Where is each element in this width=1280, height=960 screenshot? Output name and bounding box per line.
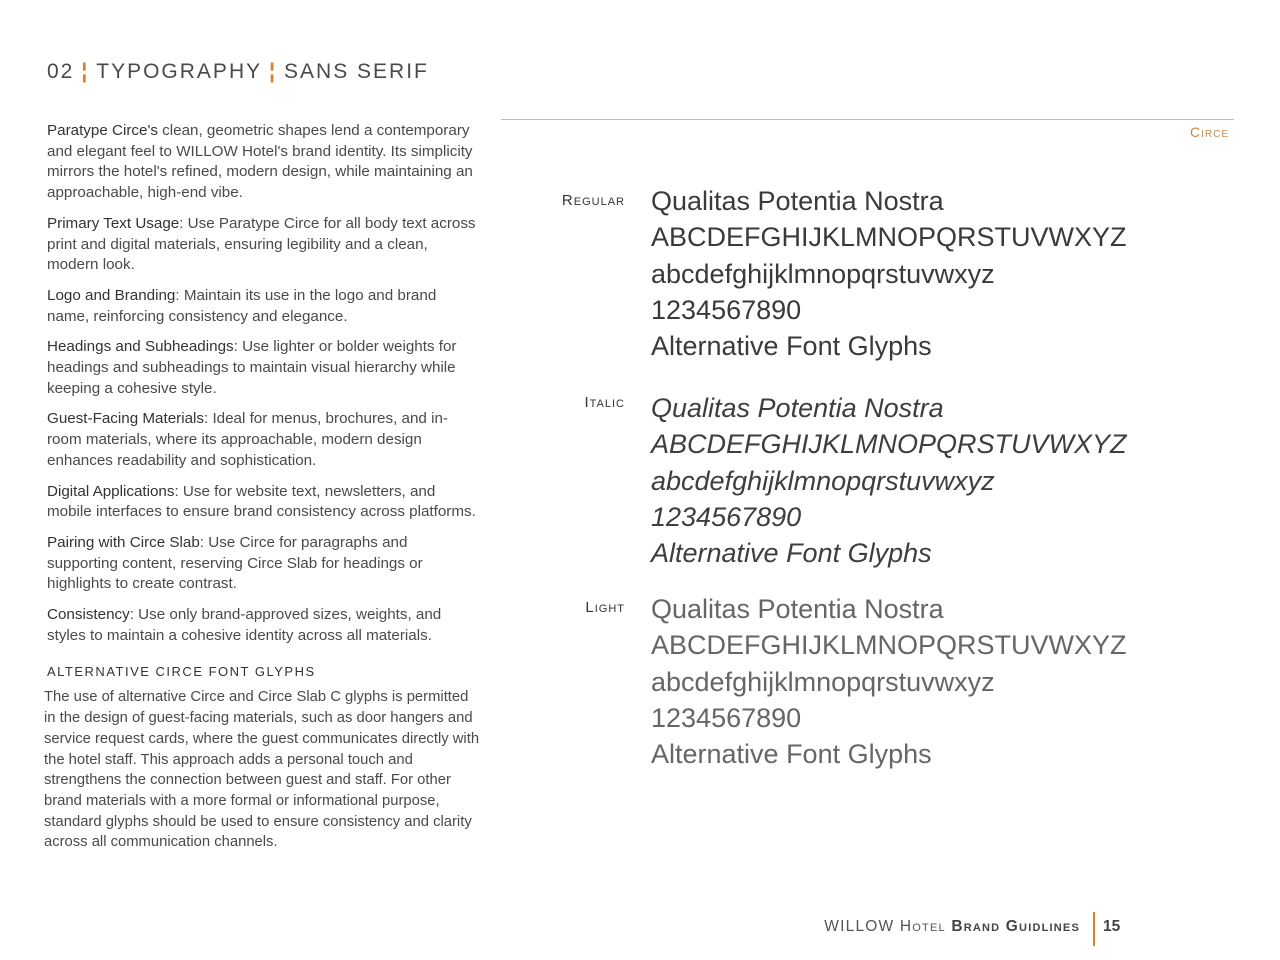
sample-line: abcdefghijklmnopqrstuvwxyz bbox=[651, 666, 995, 697]
paragraph-text: clean, geometric shapes lend a contemporary and elegant feel to WILLOW Hotel's brand identity. Its simplicity mirrors the hotel's refined, modern design, while maintaining an approachable, high-end vibe. bbox=[47, 122, 473, 202]
style-label: Italic bbox=[584, 394, 625, 411]
style-label: Regular bbox=[561, 192, 625, 209]
header-divider bbox=[501, 119, 1234, 120]
sample-line: ABCDEFGHIJKLMNOPQRSTUVWXYZ bbox=[651, 429, 1127, 460]
section-subname: SANS SERIF bbox=[284, 60, 429, 83]
paragraph-lead: Digital Applications bbox=[47, 482, 175, 500]
footer-hotel: Hotel bbox=[899, 918, 946, 935]
paragraph-lead: Consistency bbox=[47, 606, 130, 624]
paragraph-text: : Use Circe for paragraphs and supporting content, reserving Circe Slab for headings or highlights to create contrast. bbox=[47, 533, 423, 593]
sample-lines bbox=[651, 591, 1127, 772]
usage-paragraph bbox=[47, 337, 481, 399]
sample-line: abcdefghijklmnopqrstuvwxyz bbox=[651, 258, 995, 289]
footer-brand bbox=[824, 918, 1080, 936]
font-name-label: Circe bbox=[1189, 124, 1229, 140]
style-label: Light bbox=[585, 599, 625, 616]
paragraph-lead: Primary Text Usage bbox=[47, 214, 180, 232]
section-name: TYPOGRAPHY bbox=[96, 60, 263, 83]
sample-line: Alternative Font Glyphs bbox=[651, 739, 932, 770]
paragraph-text: : Use lighter or bolder weights for headings and subheadings to maintain visual hierarchy while keeping a cohesive style. bbox=[47, 338, 457, 397]
usage-paragraph bbox=[47, 286, 481, 327]
section-title bbox=[47, 60, 429, 84]
alt-glyphs-heading: ALTERNATIVE CIRCE FONT GLYPHS bbox=[47, 664, 316, 680]
paragraph-text: : Use Paratype Circe for all body text across print and digital materials, ensuring legibility and a clean, modern look. bbox=[47, 214, 476, 274]
sample-line: 1234567890 bbox=[651, 501, 802, 532]
sample-line: Qualitas Potentia Nostra bbox=[651, 594, 944, 624]
alt-glyphs-paragraph: The use of alternative Circe and Circe Slab C glyphs is permitted in the design of guest-facing materials, such as door hangers and service request cards, where the guest communicates directly with the hotel staff. This approach adds a personal touch and strengthens the connection between guest and staff. For other brand materials with a more formal or informational purpose, standard glyphs should be used to ensure consistency and clarity across all communication channels. bbox=[44, 689, 480, 851]
title-separator: ¦ bbox=[81, 60, 90, 83]
sample-line: 1234567890 bbox=[651, 294, 802, 325]
footer-guide-title: Brand Guidlines bbox=[951, 918, 1080, 935]
sample-line: Alternative Font Glyphs bbox=[651, 538, 932, 569]
sample-line: ABCDEFGHIJKLMNOPQRSTUVWXYZ bbox=[651, 222, 1127, 253]
intro-paragraph bbox=[47, 121, 481, 204]
sample-line: abcdefghijklmnopqrstuvwxyz bbox=[651, 465, 995, 496]
sample-lines bbox=[651, 183, 1127, 364]
usage-paragraph bbox=[47, 533, 481, 595]
page-number: 15 bbox=[1103, 918, 1121, 935]
sample-lines bbox=[651, 390, 1127, 571]
paragraph-text: : Maintain its use in the logo and brand name, reinforcing consistency and elegance. bbox=[47, 286, 437, 325]
paragraph-lead: Pairing with Circe Slab bbox=[47, 533, 200, 551]
usage-paragraph bbox=[47, 214, 481, 276]
paragraph-lead: Paratype Circe's bbox=[47, 122, 158, 139]
sample-line: ABCDEFGHIJKLMNOPQRSTUVWXYZ bbox=[651, 630, 1127, 661]
section-number: 02 bbox=[47, 60, 75, 83]
sample-line: Qualitas Potentia Nostra bbox=[651, 186, 944, 216]
usage-paragraph bbox=[47, 409, 481, 471]
paragraph-text: : Use only brand-approved sizes, weights, and styles to maintain a cohesive identity across all materials. bbox=[47, 606, 442, 644]
sample-line: Qualitas Potentia Nostra bbox=[651, 393, 944, 423]
usage-paragraph bbox=[47, 605, 481, 646]
sample-line: 1234567890 bbox=[651, 702, 802, 733]
usage-paragraph bbox=[47, 482, 481, 523]
sample-line: Alternative Font Glyphs bbox=[651, 331, 932, 362]
paragraph-lead: Guest-Facing Materials bbox=[47, 410, 204, 428]
paragraph-text: : Ideal for menus, brochures, and in-room materials, where its approachable, modern design enhances readability and sophistication. bbox=[47, 410, 448, 469]
footer-divider bbox=[1093, 912, 1095, 946]
paragraph-lead: Logo and Branding bbox=[47, 286, 176, 304]
paragraph-lead: Headings and Subheadings bbox=[47, 338, 234, 356]
footer-brand-name: WILLOW bbox=[824, 918, 895, 935]
title-separator: ¦ bbox=[269, 60, 278, 83]
paragraph-text: : Use for website text, newsletters, and mobile interfaces to ensure brand consistency across platforms. bbox=[47, 482, 476, 521]
body-text-column bbox=[44, 121, 481, 853]
